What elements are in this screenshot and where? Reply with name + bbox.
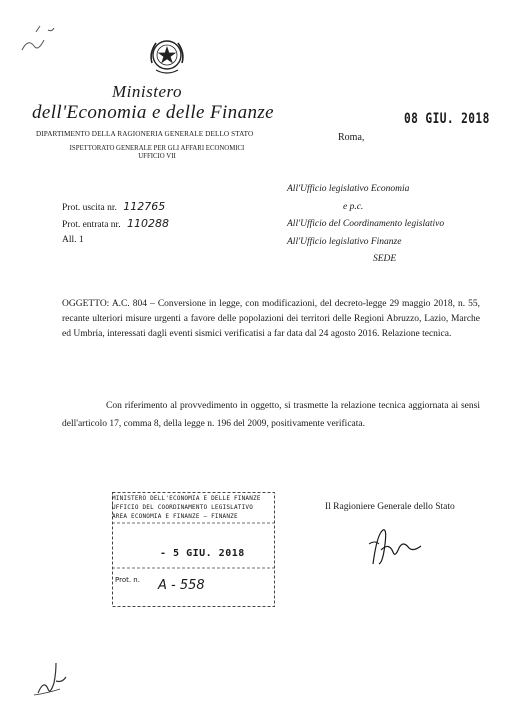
handwritten-annotation-top [14, 20, 64, 60]
protocol-incoming-label: Prot. entrata nr. [62, 220, 121, 230]
stamp-date: - 5 GIU. 2018 [160, 548, 245, 559]
addressees-block [287, 181, 444, 269]
stamp-office: UFFICIO DEL COORDINAMENTO LEGISLATIVO [112, 504, 254, 511]
protocol-block [62, 199, 169, 248]
addressee-2: All'Ufficio del Coordinamento legislativo [287, 219, 445, 229]
handwritten-signature [367, 520, 447, 568]
stamp-area: AREA ECONOMIA E FINANZE – FINANZE [112, 513, 238, 520]
department-name: DIPARTIMENTO DELLA RAGIONERIA GENERALE DELLO STATO [36, 130, 254, 138]
stamp-prot-number: A - 558 [158, 578, 205, 593]
attachments-label: All. 1 [62, 235, 84, 245]
stamp-ministry: MINISTERO DELL'ECONOMIA E DELLE FINANZE [112, 495, 261, 502]
protocol-incoming [62, 216, 169, 233]
inspectorate-name: ISPETTORATO GENERALE PER GLI AFFARI ECONOMICI [69, 145, 245, 152]
inspectorate-block [57, 145, 257, 161]
sede-label: SEDE [373, 254, 397, 264]
date-stamp: 08 GIU. 2018 [404, 111, 490, 127]
republic-emblem-icon [146, 33, 188, 77]
addressee-1: All'Ufficio legislativo Economia [287, 184, 410, 194]
subject-paragraph: OGGETTO: A.C. 804 – Conversione in legge, con modificazioni, del decreto-legge 29 maggio 2018, n. 55, recante ulteriori misure urgenti a favore delle popolazioni dei territori delle Regioni Abruzzo, Lazio, Marche ed Umbria, interessati dagli eventi sismici verificatisi a far data dal 24 agosto 2016. Relazione tecnica. [62, 299, 480, 339]
protocol-incoming-value: 110288 [126, 217, 169, 230]
cc-label: e p.c. [343, 201, 364, 212]
ministry-name-line1: Ministero [112, 82, 182, 101]
addressee-3: All'Ufficio legislativo Finanze [287, 236, 402, 247]
protocol-outgoing-label: Prot. uscita nr. [62, 203, 117, 213]
body-paragraph: Con riferimento al provvedimento in oggetto, si trasmette la relazione tecnica aggiornata ai sensi dell'articolo 17, comma 8, della legge n. 196 del 2009, positivamente verificata. [62, 401, 480, 429]
office-name: UFFICIO VII [138, 153, 176, 160]
ministry-name-line2: dell'Economia e delle Finanze [32, 102, 275, 123]
protocol-outgoing-value: 112765 [123, 200, 166, 213]
reception-stamp [112, 492, 275, 607]
place-label: Roma, [338, 132, 365, 143]
signer-title: Il Ragioniere Generale dello Stato [325, 502, 455, 512]
stamp-prot-label: Prot. n. [115, 576, 140, 584]
handwritten-initials [30, 655, 75, 700]
protocol-outgoing [62, 199, 169, 216]
